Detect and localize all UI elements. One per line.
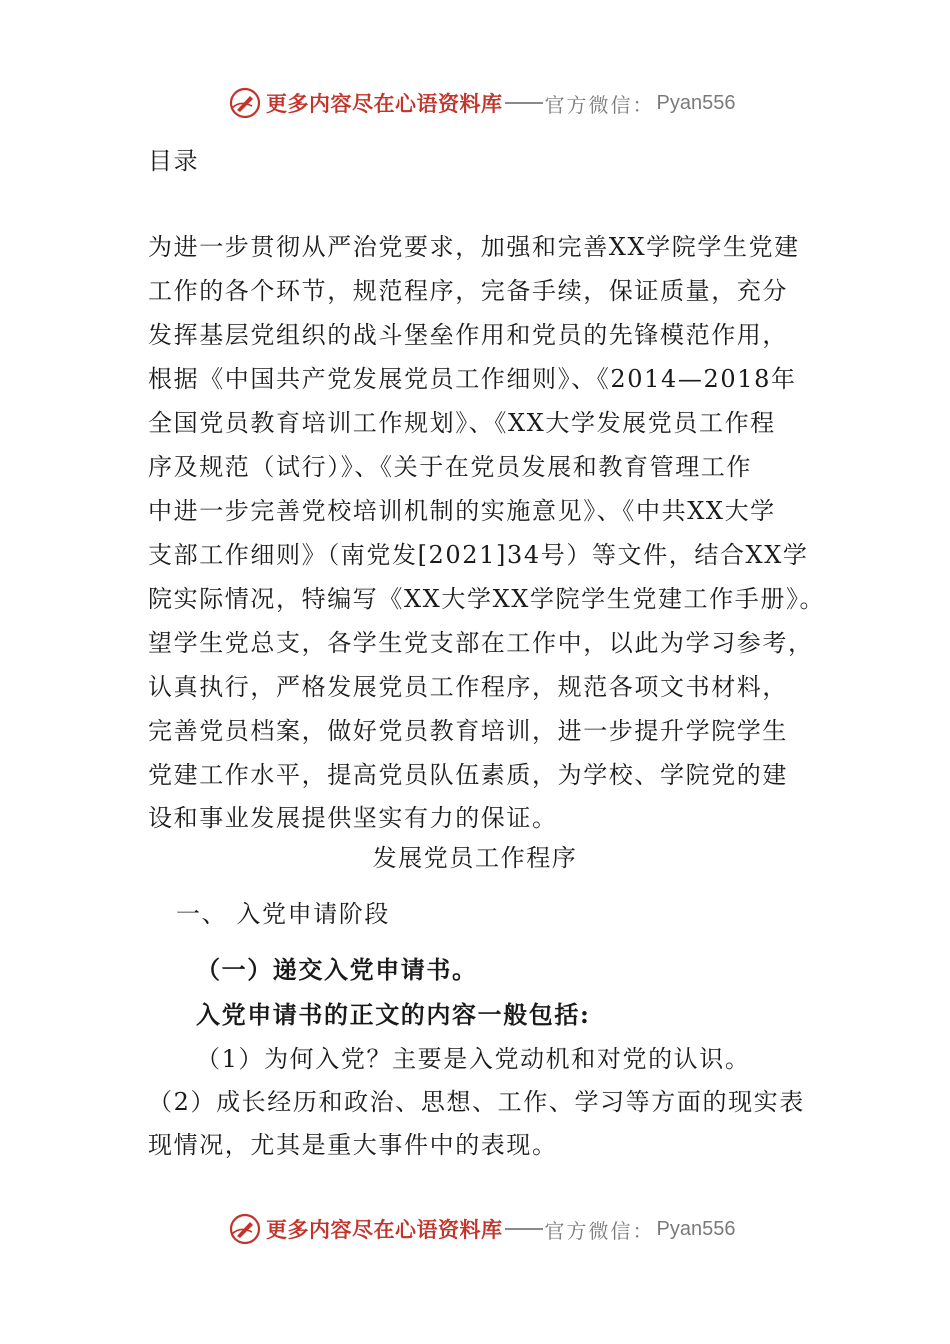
intro-line: 全国党员教育培训工作规划》、《XX大学发展党员工作程 <box>148 409 776 437</box>
intro-line: 根据《中国共产党发展党员工作细则》、《2014—2018年 <box>148 365 797 393</box>
intro-line: 党建工作水平，提高党员队伍素质，为学校、学院党的建 <box>148 761 788 789</box>
sub-heading: （一）递交入党申请书。 <box>196 955 478 984</box>
stage-heading: 一、 入党申请阶段 <box>176 900 391 928</box>
intro-line: 支部工作细则》（南党发[2021]34号）等文件，结合XX学 <box>148 541 809 569</box>
intro-line: 发挥基层党组织的战斗堡垒作用和党员的先锋模范作用， <box>148 321 788 349</box>
intro-line: 认真执行，严格发展党员工作程序，规范各项文书材料， <box>148 673 788 701</box>
watermark-wechat-label: 官方微信： <box>544 1218 655 1243</box>
intro-line: 中进一步完善党校培训机制的实施意见》、《中共XX大学 <box>148 497 776 525</box>
list-item: 现情况，尤其是重大事件中的表现。 <box>148 1131 558 1159</box>
pen-circle-icon <box>228 86 262 120</box>
intro-line: 为进一步贯彻从严治党要求，加强和完善XX学院学生党建 <box>148 233 800 261</box>
watermark-site-text: 更多内容尽在心语资料库 <box>266 1217 503 1242</box>
intro-line: 工作的各个环节，规范程序，完备手续，保证质量，充分 <box>148 277 788 305</box>
watermark-dash <box>505 1228 543 1230</box>
pen-circle-icon <box>228 1212 262 1246</box>
watermark-wechat-id: Pyan556 <box>656 91 736 114</box>
footer-watermark <box>228 1211 735 1247</box>
header-watermark <box>228 85 735 121</box>
toc-label: 目录 <box>148 147 200 175</box>
intro-line: 设和事业发展提供坚实有力的保证。 <box>148 804 558 832</box>
list-item: （2）成长经历和政治、思想、工作、学习等方面的现实表 <box>148 1088 805 1116</box>
intro-line: 序及规范（试行）》、《关于在党员发展和教育管理工作 <box>148 453 752 481</box>
list-item: （1）为何入党？主要是入党动机和对党的认识。 <box>196 1045 751 1073</box>
intro-line: 望学生党总支，各学生党支部在工作中，以此为学习参考， <box>148 629 814 657</box>
watermark-wechat-label: 官方微信： <box>544 92 655 117</box>
intro-line: 完善党员档案，做好党员教育培训，进一步提升学院学生 <box>148 717 788 745</box>
watermark-site-text: 更多内容尽在心语资料库 <box>266 91 503 116</box>
watermark-dash <box>505 102 543 104</box>
content-heading: 入党申请书的正文的内容一般包括: <box>196 1000 591 1029</box>
intro-line: 院实际情况，特编写《XX大学XX学院学生党建工作手册》。 <box>148 585 826 613</box>
section-title: 发展党员工作程序 <box>372 844 578 872</box>
watermark-wechat-id: Pyan556 <box>656 1217 736 1240</box>
